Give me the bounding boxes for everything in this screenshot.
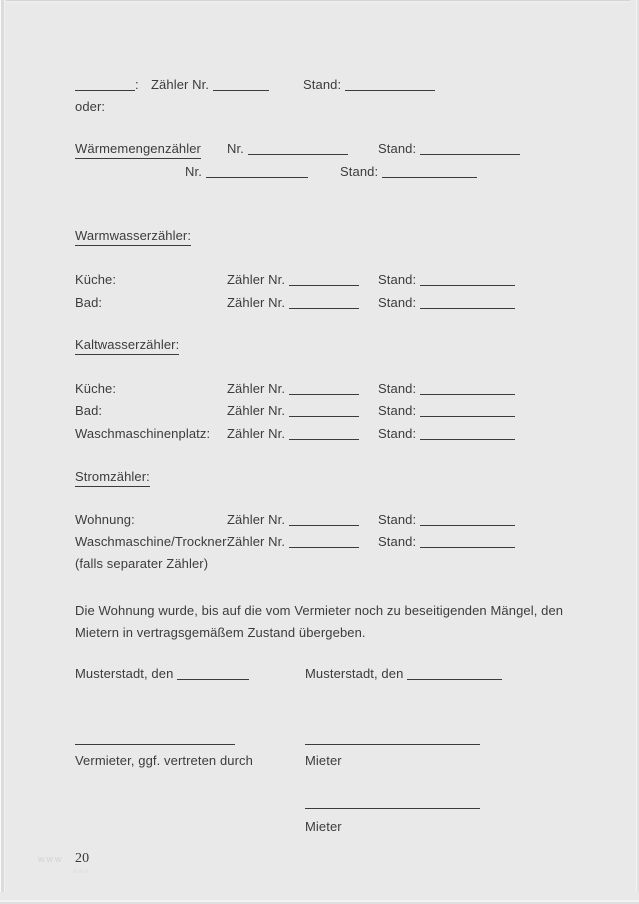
stand-cell xyxy=(378,295,515,310)
stand-cell xyxy=(378,141,520,156)
left-date-cell xyxy=(75,666,249,681)
row-label: Waschmaschine/Trockner: xyxy=(75,534,231,549)
meter-type-blank xyxy=(75,78,135,91)
stand-cell xyxy=(303,77,435,92)
mieter2-signature-line xyxy=(305,808,480,809)
row-label: Waschmaschinenplatz: xyxy=(75,426,211,441)
stand-label: Stand: xyxy=(378,403,417,418)
strom-heading-row xyxy=(0,469,639,486)
stand-label: Stand: xyxy=(378,381,417,396)
zaehler-nr-label: Zähler Nr. xyxy=(227,295,286,310)
warmwasser-row-bad xyxy=(0,295,639,312)
strom-row-wohnung xyxy=(0,512,639,529)
meter-number-cell xyxy=(227,295,359,310)
oder-label: oder: xyxy=(75,99,106,114)
stand-blank xyxy=(420,427,515,440)
kaltwasser-title: Kaltwasserzähler: xyxy=(75,337,179,355)
oder-row xyxy=(0,99,639,116)
zaehler-nr-blank xyxy=(289,273,359,286)
stand-cell xyxy=(378,403,515,418)
vermieter-signature-line xyxy=(75,744,235,745)
meter-number-cell xyxy=(227,403,359,418)
handover-paragraph: Die Wohnung wurde, bis auf die vom Vermieter noch zu beseitigenden Mängel, den Mietern in vertragsgemäßem Zustand übergeben. xyxy=(75,603,564,640)
zaehler-nr-label: Zähler Nr. xyxy=(227,381,286,396)
separate-meter-note: (falls separater Zähler) xyxy=(75,556,209,571)
signer-labels-row xyxy=(0,753,639,770)
stand-label: Stand: xyxy=(378,295,417,310)
zaehler-nr-blank xyxy=(213,78,269,91)
zaehler-nr-blank xyxy=(289,382,359,395)
meter-type-cell xyxy=(75,77,139,92)
right-date-blank xyxy=(407,667,502,680)
zaehler-nr-label: Zähler Nr. xyxy=(227,426,286,441)
kaltwasser-row-kueche xyxy=(0,381,639,398)
zaehler-nr-label: Zähler Nr. xyxy=(227,272,286,287)
meter-number-cell xyxy=(227,381,359,396)
zaehler-nr-blank xyxy=(289,296,359,309)
meter-number-cell xyxy=(227,426,359,441)
stand-label: Stand: xyxy=(378,141,417,156)
row-label: Bad: xyxy=(75,295,103,310)
strom-row-waschmaschine-trockner xyxy=(0,534,639,551)
waerme-title: Wärmemengenzähler xyxy=(75,141,201,159)
meter-number-cell xyxy=(151,77,269,92)
zaehler-nr-label: Zähler Nr. xyxy=(227,512,286,527)
stand-blank xyxy=(420,273,515,286)
signer2-labels-row xyxy=(0,819,639,836)
meter-number-cell xyxy=(227,141,348,156)
meter-number-cell xyxy=(185,164,308,179)
kaltwasser-heading-row xyxy=(0,337,639,354)
place-date-row xyxy=(0,666,639,683)
nr-blank xyxy=(206,165,308,178)
strom-note-row xyxy=(0,556,639,573)
warmwasser-heading-row xyxy=(0,228,639,245)
strom-title: Stromzähler: xyxy=(75,469,150,487)
zaehler-nr-label: Zähler Nr. xyxy=(227,403,286,418)
zaehler-nr-blank xyxy=(289,535,359,548)
stand-cell xyxy=(378,272,515,287)
stand-label: Stand: xyxy=(378,534,417,549)
warmwasser-title: Warmwasserzähler: xyxy=(75,228,191,246)
stand-cell xyxy=(340,164,477,179)
stand-blank xyxy=(420,513,515,526)
kaltwasser-row-waschmaschinenplatz xyxy=(0,426,639,443)
kaltwasser-row-bad xyxy=(0,403,639,420)
stand-cell xyxy=(378,426,515,441)
waerme-row-1 xyxy=(0,141,639,158)
mieter2-label: Mieter xyxy=(305,819,342,834)
stand-cell xyxy=(378,381,515,396)
stand-cell xyxy=(378,512,515,527)
zaehler-nr-blank xyxy=(289,404,359,417)
zaehler-nr-blank xyxy=(289,513,359,526)
stand-blank xyxy=(420,404,515,417)
stand-blank xyxy=(420,142,520,155)
stand-label: Stand: xyxy=(378,272,417,287)
stand-blank xyxy=(382,165,477,178)
row-label: Küche: xyxy=(75,272,117,287)
mieter-label: Mieter xyxy=(305,753,342,768)
right-date-label: Musterstadt, den xyxy=(305,666,404,681)
warmwasser-row-kueche xyxy=(0,272,639,289)
stand-blank xyxy=(420,535,515,548)
watermark-sub-text: www xyxy=(73,869,89,875)
meter-number-cell xyxy=(227,272,359,287)
vermieter-label: Vermieter, ggf. vertreten durch xyxy=(75,753,253,768)
meter-number-cell xyxy=(227,512,359,527)
right-date-cell xyxy=(305,666,502,681)
stand-blank xyxy=(345,78,435,91)
left-date-blank xyxy=(177,667,249,680)
stand-blank xyxy=(420,382,515,395)
waerme-row-2 xyxy=(0,164,639,181)
left-date-label: Musterstadt, den xyxy=(75,666,174,681)
meter-number-cell xyxy=(227,534,359,549)
page-edge-top xyxy=(0,0,639,5)
zaehler-nr-label: Zähler Nr. xyxy=(227,534,286,549)
watermark-text: www xyxy=(38,854,64,864)
nr-label: Nr. xyxy=(227,141,244,156)
mieter-signature-line xyxy=(305,744,480,745)
nr-label: Nr. xyxy=(185,164,202,179)
colon-text: : xyxy=(135,77,139,92)
stand-cell xyxy=(378,534,515,549)
intro-meter-row xyxy=(0,77,639,94)
page-edge-bottom xyxy=(0,892,639,904)
row-label: Wohnung: xyxy=(75,512,135,527)
page-number: 20 xyxy=(75,851,90,866)
stand-label: Stand: xyxy=(303,77,342,92)
stand-blank xyxy=(420,296,515,309)
stand-label: Stand: xyxy=(378,426,417,441)
stand-label: Stand: xyxy=(378,512,417,527)
row-label: Küche: xyxy=(75,381,117,396)
footer-row xyxy=(0,851,639,875)
zaehler-nr-label: Zähler Nr. xyxy=(151,77,210,92)
zaehler-nr-blank xyxy=(289,427,359,440)
nr-blank xyxy=(248,142,348,155)
row-label: Bad: xyxy=(75,403,103,418)
stand-label: Stand: xyxy=(340,164,379,179)
